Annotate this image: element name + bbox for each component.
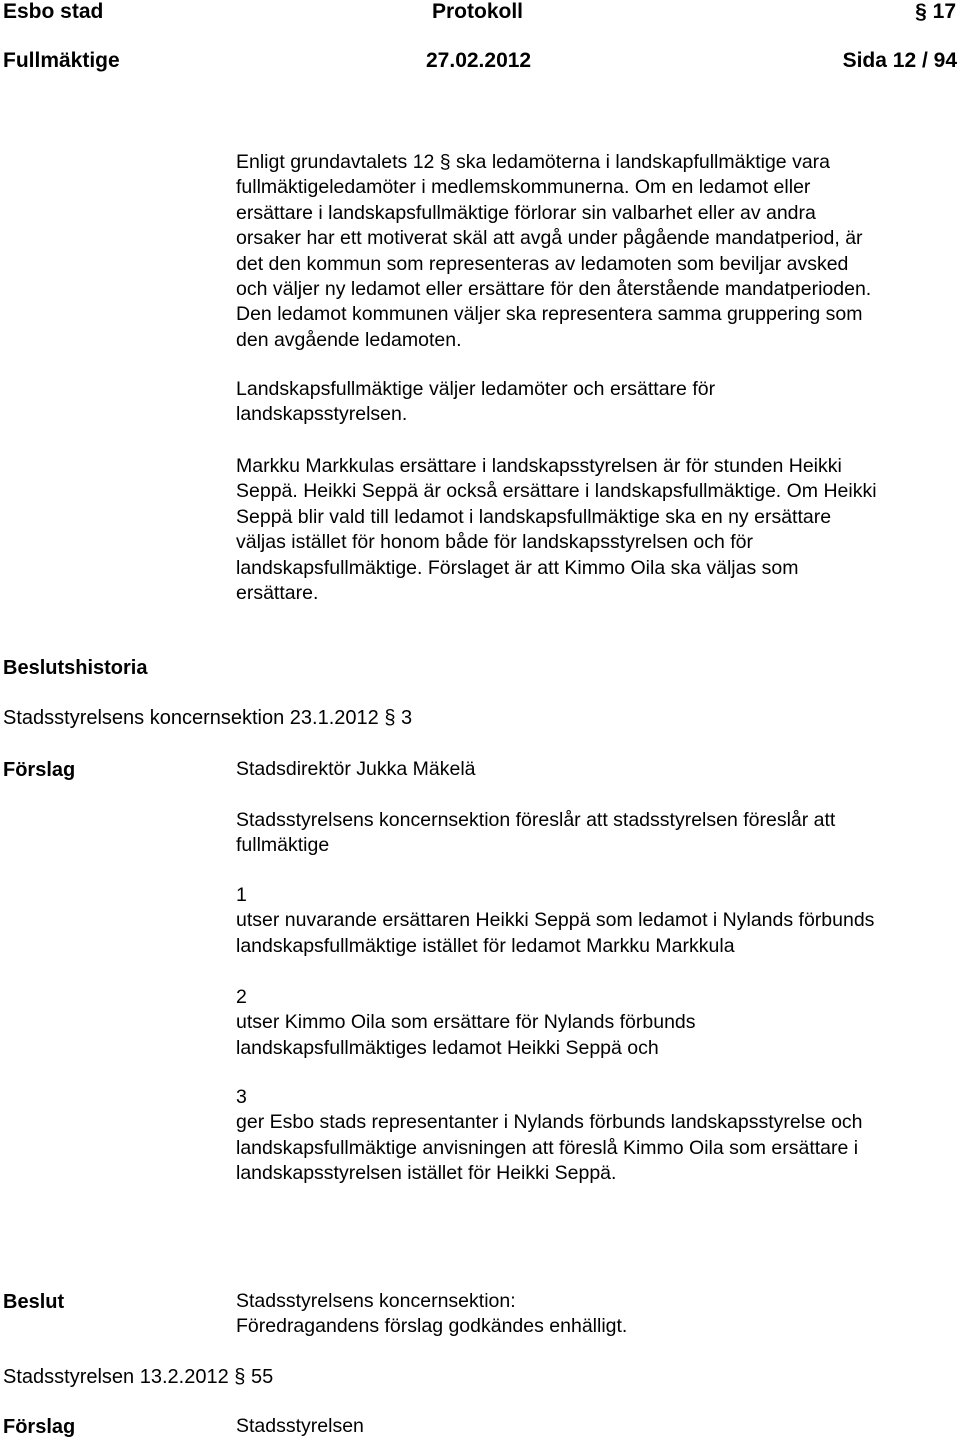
proposal-label: Förslag [3,759,76,781]
header-body: Fullmäktige [3,49,120,72]
proposal-label-2: Förslag [3,1416,76,1438]
text-line: Landskapsfullmäktige väljer ledamöter och ersättare för [236,378,716,400]
decision-text [236,1289,958,1340]
text-line: landskapsfullmäktige istället för ledamot Markku Markkula [236,934,735,957]
text-line: Seppä blir vald till ledamot i landskapsfullmäktige ska en ny ersättare [236,505,832,528]
text-line: det den kommun som representeras av ledamoten som beviljar avsked [236,252,849,275]
proposal-item-2 [236,985,958,1061]
decision-label: Beslut [3,1291,65,1313]
text-line: utser Kimmo Oila som ersättare för Nylands förbunds [236,1011,696,1034]
header-section-number: § 17 [915,0,956,23]
text-line: den avgående ledamoten. [236,328,462,351]
meeting-heading-1: Stadsstyrelsens koncernsektion 23.1.2012 § 3 [3,707,413,729]
text-line: och väljer ny ledamot eller ersättare för den återstående mandatperioden. [236,278,872,301]
proposer-name: Stadsdirektör Jukka Mäkelä [236,758,476,780]
text-line: landskapsstyrelsen. [236,403,408,426]
header-page: Sida 12 / 94 [842,49,957,72]
intro-paragraph [236,150,958,353]
item-number: 1 [236,884,247,906]
history-heading: Beslutshistoria [3,657,148,679]
proposal-intro [236,808,958,859]
proposer-2 [236,1414,958,1439]
text-line: Seppä. Heikki Seppä är också ersättare i landskapsfullmäktige. Om Heikki [236,480,877,503]
item-number: 2 [236,986,247,1008]
text-line: utser nuvarande ersättaren Heikki Seppä som ledamot i Nylands förbunds [236,909,875,932]
text-line: Stadsstyrelsens koncernsektion föreslår att stadsstyrelsen föreslår att [236,809,836,831]
proposer-name: Stadsstyrelsen [236,1415,364,1437]
text-line: landskapsfullmäktige. Förslaget är att Kimmo Oila ska väljas som [236,556,799,579]
meeting-heading-2: Stadsstyrelsen 13.2.2012 § 55 [3,1366,274,1388]
second-paragraph [236,377,958,428]
text-line: Stadsstyrelsens koncernsektion: [236,1290,516,1312]
text-line: Föredragandens förslag godkändes enhälligt. [236,1315,628,1338]
proposal-item-1 [236,883,958,959]
text-line: ersättare i landskapsfullmäktige förlorar sin valbarhet eller av andra [236,201,816,224]
text-line: fullmäktige [236,834,330,857]
section-number-value: 17 [932,0,956,23]
text-line: fullmäktigeledamöter i medlemskommunerna. Om en ledamot eller [236,176,811,199]
text-line: väljas istället för honom både för landskapsstyrelsen och för [236,531,754,554]
text-line: Markku Markkulas ersättare i landskapsstyrelsen är för stunden Heikki [236,455,842,477]
text-line: ersättare. [236,582,319,605]
header-org: Esbo stad [3,0,104,23]
text-line: landskapsfullmäktige anvisningen att föreslå Kimmo Oila som ersättare i [236,1136,859,1159]
header-date: 27.02.2012 [426,49,532,72]
proposal-item-3 [236,1085,958,1187]
third-paragraph [236,454,958,606]
text-line: Den ledamot kommunen väljer ska representera samma gruppering som [236,303,863,326]
text-line: landskapsfullmäktiges ledamot Heikki Seppä och [236,1036,659,1059]
proposer [236,757,958,782]
text-line: ger Esbo stads representanter i Nylands förbunds landskapsstyrelse och [236,1111,863,1134]
text-line: orsaker har ett motiverat skäl att avgå under pågående mandatperiod, är [236,227,863,250]
text-line: Enligt grundavtalets 12 § ska ledamöterna i landskapfullmäktige vara [236,151,831,173]
text-line: landskapsstyrelsen istället för Heikki Seppä. [236,1162,617,1185]
item-number: 3 [236,1086,247,1108]
header-doc-type: Protokoll [432,0,524,23]
